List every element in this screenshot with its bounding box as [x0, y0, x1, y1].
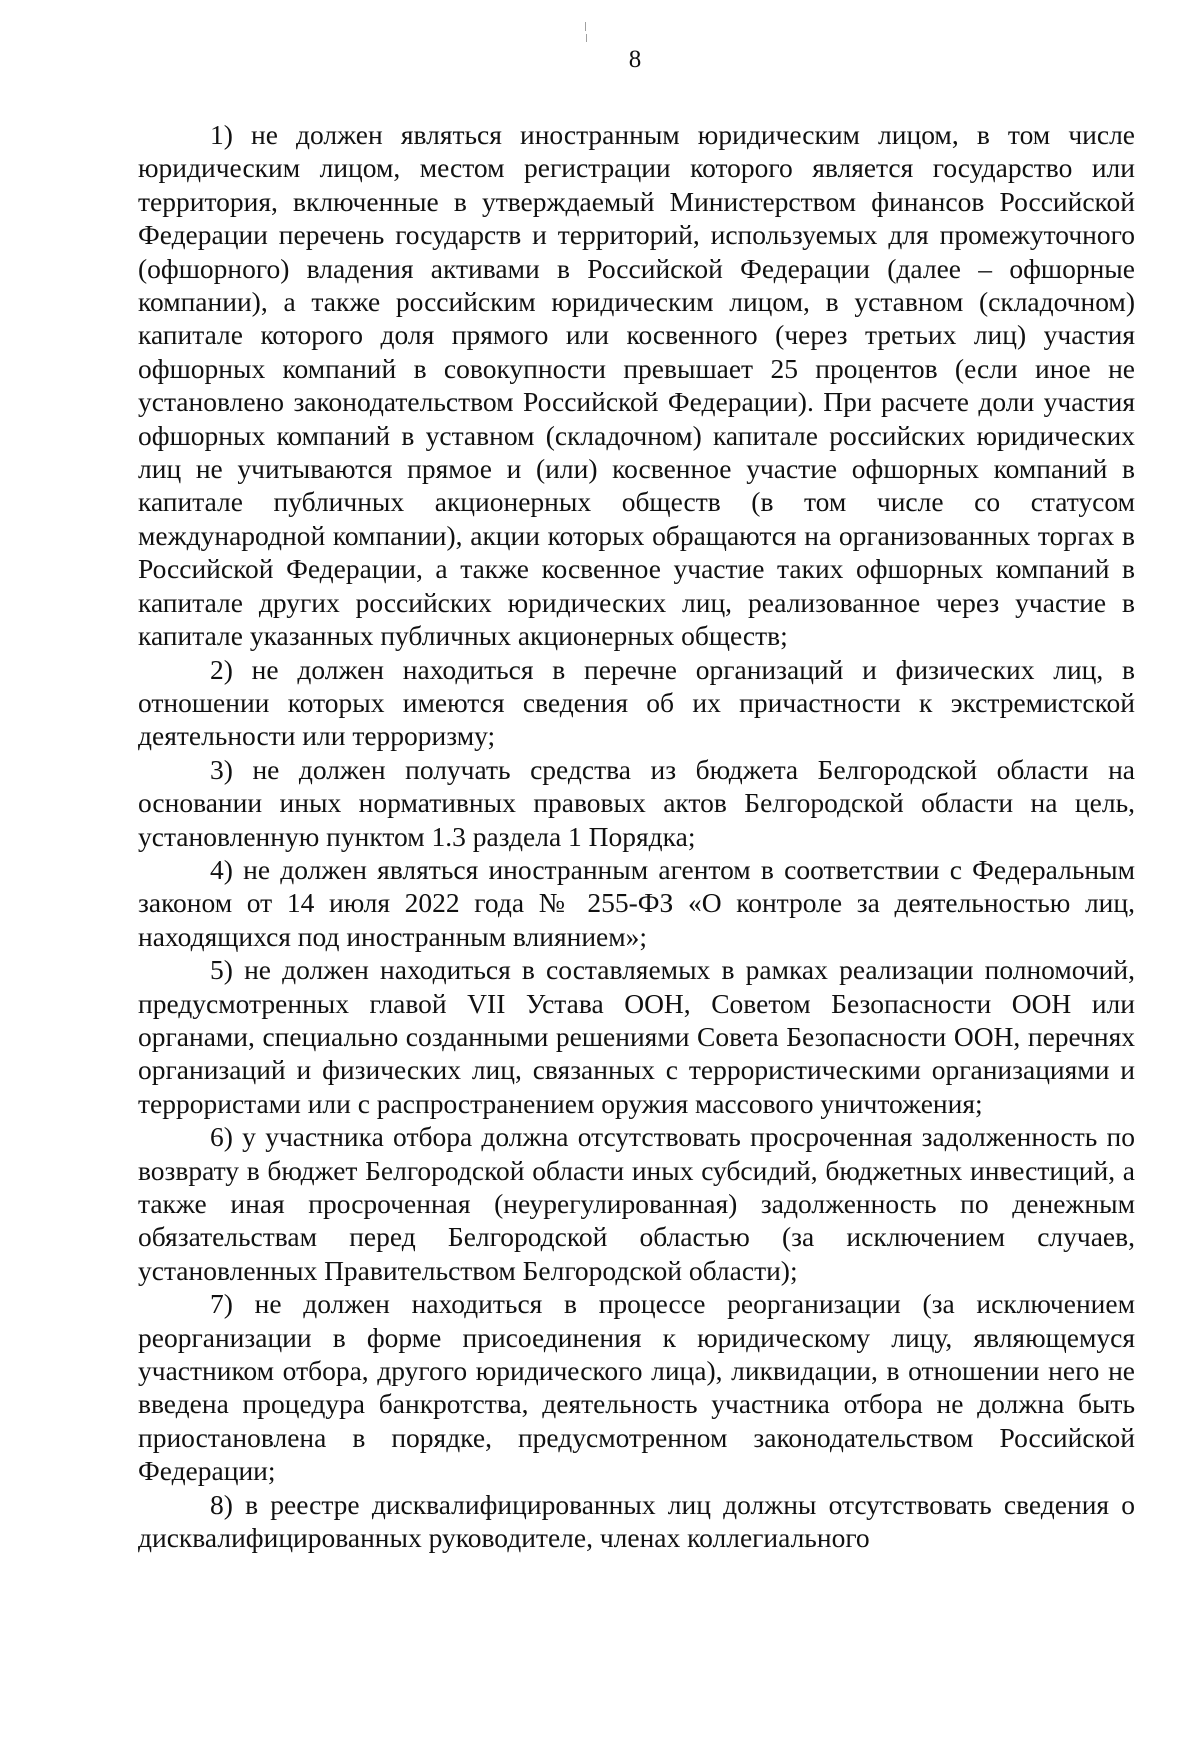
- scan-artifact: [586, 34, 587, 42]
- scan-artifact: [585, 22, 586, 31]
- list-item-6: 6) у участника отбора должна отсутствовать просроченная задолженность по возврату в бюджет Белгородской области иных субсидий, бюджетных инвестиций, а также иная просроченная (неурегулированная) задолженность по денежным обязательствам перед Белгородской областью (за исключением случаев, установленных Правительством Белгородской области);: [138, 1121, 1135, 1286]
- page-number: 8: [628, 46, 642, 73]
- list-item-2: 2) не должен находиться в перечне организаций и физических лиц, в отношении которых имеются сведения об их причастности к экстремистской деятельности или терроризму;: [138, 653, 1135, 752]
- list-item-8: 8) в реестре дисквалифицированных лиц должны отсутствовать сведения о дисквалифицированных руководителе, членах коллегиального: [138, 1488, 1135, 1554]
- list-item-7: 7) не должен находиться в процессе реорганизации (за исключением реорганизации в форме присоединения к юридическому лицу, являющемуся участником отбора, другого юридического лица), ликвидации, в отношении него не введена процедура банкротства, деятельность участника отбора не должна быть приостановлена в порядке, предусмотренном законодательством Российской Федерации;: [138, 1288, 1135, 1487]
- document-body: [138, 118, 1135, 1554]
- list-item-5: 5) не должен находиться в составляемых в рамках реализации полномочий, предусмотренных главой VII Устава ООН, Советом Безопасности ООН или органами, специально созданными решениями Совета Безопасности ООН, перечнях организаций и физических лиц, связанных с террористическими организациями и террористами или с распространением оружия массового уничтожения;: [138, 954, 1135, 1119]
- list-item-3: 3) не должен получать средства из бюджета Белгородской области на основании иных нормативных правовых актов Белгородской области на цель, установленную пунктом 1.3 раздела 1 Порядка;: [138, 753, 1135, 852]
- list-item-1: 1) не должен являться иностранным юридическим лицом, в том числе юридическим лицом, местом регистрации которого является государство или территория, включенные в утверждаемый Министерством финансов Российской Федерации перечень государств и территорий, используемых для промежуточного (офшорного) владения активами в Российской Федерации (далее – офшорные компании), а также российским юридическим лицом, в уставном (складочном) капитале которого доля прямого или косвенного (через третьих лиц) участия офшорных компаний в совокупности превышает 25 процентов (если иное не установлено законодательством Российской Федерации). При расчете доли участия офшорных компаний в уставном (складочном) капитале российских юридических лиц не учитываются прямое и (или) косвенное участие офшорных компаний в капитале публичных акционерных обществ (в том числе со статусом международной компании), акции которых обращаются на организованных торгах в Российской Федерации, а также косвенное участие таких офшорных компаний в капитале других российских юридических лиц, реализованное через участие в капитале указанных публичных акционерных обществ;: [138, 119, 1135, 652]
- list-item-4: 4) не должен являться иностранным агентом в соответствии с Федеральным законом от 14 июля 2022 года № 255-ФЗ «О контроле за деятельностью лиц, находящихся под иностранным влиянием»;: [138, 853, 1135, 952]
